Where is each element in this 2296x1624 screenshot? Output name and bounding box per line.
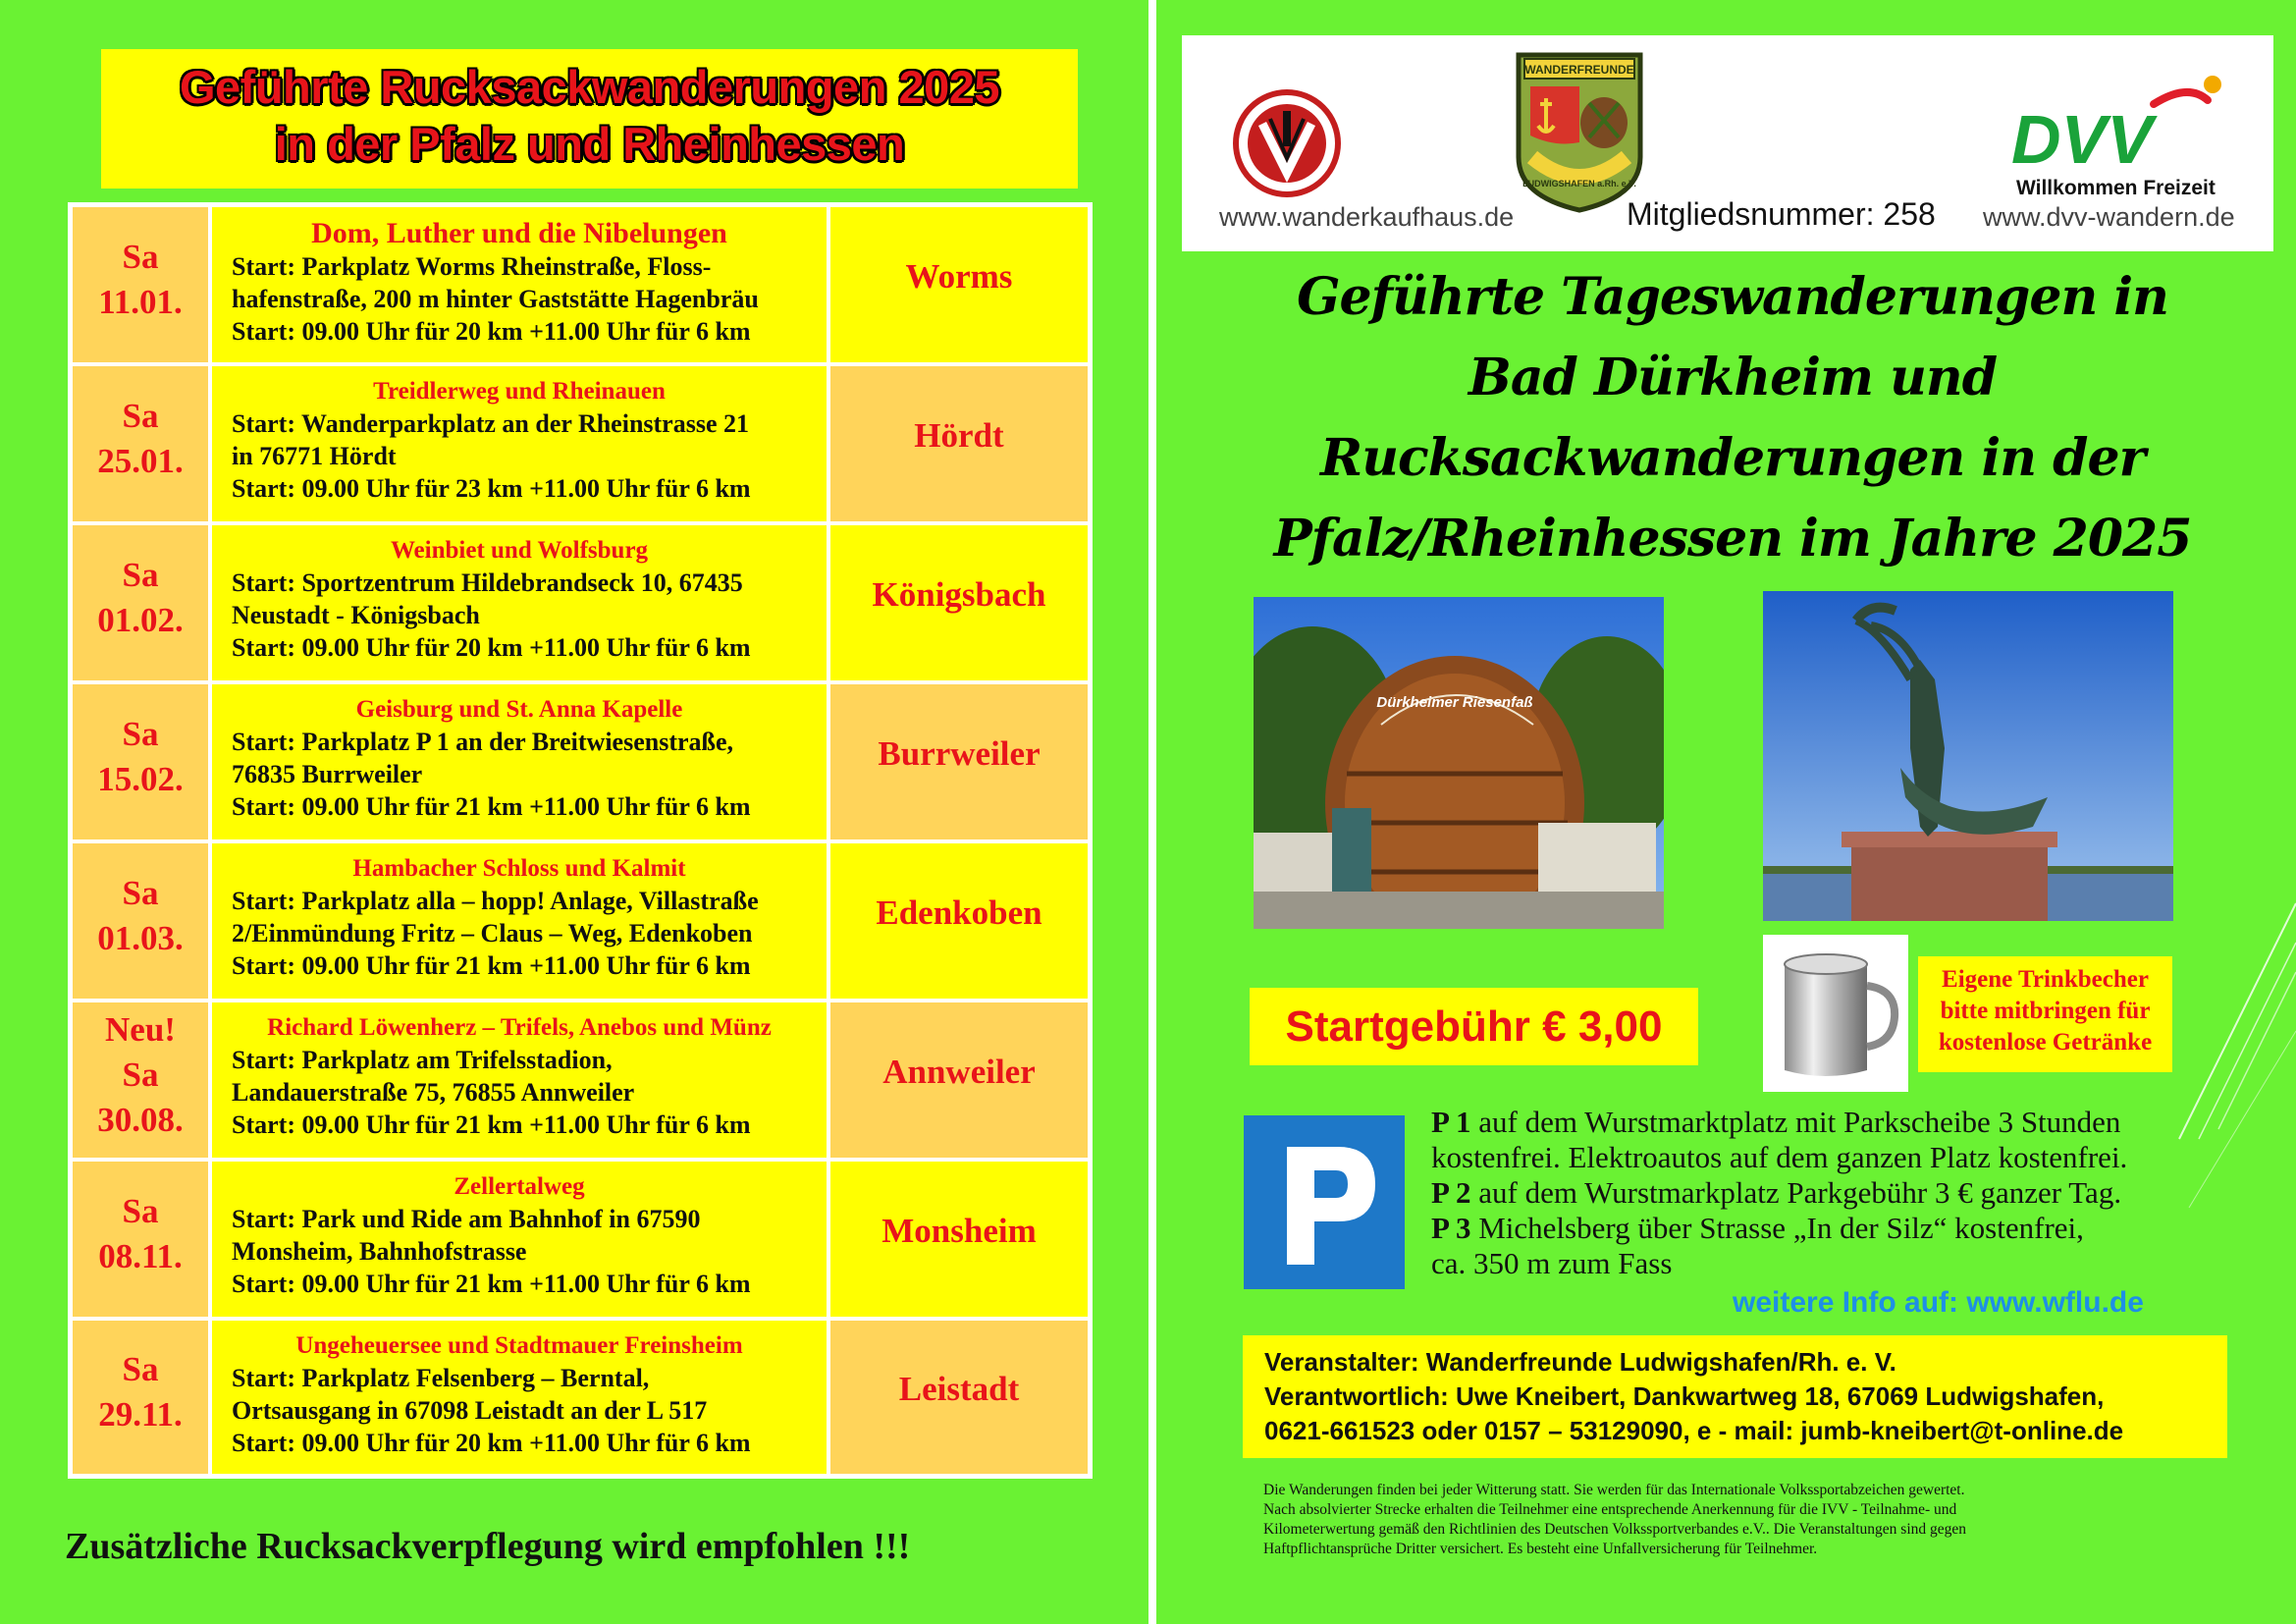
table-row bbox=[71, 1319, 1090, 1476]
dvv-text: DVV bbox=[2011, 101, 2153, 178]
hike-date: Sa 11.01. bbox=[71, 205, 210, 364]
hike-title: Treidlerweg und Rheinauen bbox=[373, 378, 666, 405]
hike-time-line: Start: 09.00 Uhr für 21 km +11.00 Uhr für 6 km bbox=[232, 951, 751, 980]
hike-place: Burrweiler bbox=[828, 682, 1090, 841]
p2-text: auf dem Wurstmarkplatz Parkgebühr 3 € ganzer Tag. bbox=[1470, 1175, 2122, 1210]
cup-note-line: kostenlose Getränke bbox=[1938, 1029, 2153, 1056]
p3-label: P 3 bbox=[1431, 1211, 1471, 1245]
hike-date: Sa 08.11. bbox=[71, 1160, 210, 1319]
hike-start-line: Monsheim, Bahnhofstrasse bbox=[232, 1237, 527, 1266]
hike-start-line: Start: Sportzentrum Hildebrandseck 10, 67435 bbox=[232, 568, 743, 597]
wanderfreunde-badge-icon bbox=[1511, 49, 1648, 214]
hike-details bbox=[210, 1319, 828, 1476]
hike-details bbox=[210, 364, 828, 523]
table-row bbox=[71, 1160, 1090, 1319]
left-title-banner bbox=[101, 49, 1078, 189]
wanderkaufhaus-url: www.wanderkaufhaus.de bbox=[1219, 202, 1515, 232]
table-row bbox=[71, 841, 1090, 1001]
dvv-tagline: Willkommen Freizeit bbox=[2016, 177, 2216, 199]
hike-title: Geisburg und St. Anna Kapelle bbox=[355, 696, 683, 723]
table-row bbox=[71, 523, 1090, 682]
wf-badge-bottom-text: LUDWIGSHAFEN a.Rh. e.V. bbox=[1522, 179, 1636, 189]
hike-start-line: in 76771 Hördt bbox=[232, 442, 397, 470]
hike-place: Königsbach bbox=[828, 523, 1090, 682]
riesenfass-photo bbox=[1254, 597, 1664, 929]
hike-place: Edenkoben bbox=[828, 841, 1090, 1001]
hike-place: Worms bbox=[828, 205, 1090, 364]
hike-time-line: Start: 09.00 Uhr für 23 km +11.00 Uhr für 6 km bbox=[232, 474, 751, 503]
disclaimer-line: Haftpflichtansprüche Dritter versichert. Es besteht eine Unfallversicherung für Teilnehmer. bbox=[1263, 1541, 1818, 1557]
hike-date: Sa 29.11. bbox=[71, 1319, 210, 1476]
more-info-link[interactable]: weitere Info auf: www.wflu.de bbox=[1733, 1286, 2144, 1319]
table-row bbox=[71, 205, 1090, 364]
hike-date: Sa 15.02. bbox=[71, 682, 210, 841]
start-fee: Startgebühr € 3,00 bbox=[1285, 1001, 1663, 1051]
hike-title: Ungeheuersee und Stadtmauer Freinsheim bbox=[295, 1332, 743, 1359]
hike-place: Hördt bbox=[828, 364, 1090, 523]
hike-date: Sa 01.03. bbox=[71, 841, 210, 1001]
hike-details bbox=[210, 682, 828, 841]
p2-label: P 2 bbox=[1431, 1175, 1471, 1210]
hike-details bbox=[210, 841, 828, 1001]
hike-start-line: Start: Parkplatz P 1 an der Breitwiesenstraße, bbox=[232, 728, 734, 756]
table-row bbox=[71, 1001, 1090, 1160]
hike-details bbox=[210, 523, 828, 682]
hike-start-line: Landauerstraße 75, 76855 Annweiler bbox=[232, 1078, 635, 1107]
hike-place: Monsheim bbox=[828, 1160, 1090, 1319]
table-row bbox=[71, 364, 1090, 523]
hike-date: Sa 25.01. bbox=[71, 364, 210, 523]
hike-start-line: 76835 Burrweiler bbox=[232, 760, 423, 788]
disclaimer-line: Nach absolvierter Strecke erhalten die Teilnehmer eine entsprechende Anerkennung für die IVV - Teilnahme- und bbox=[1263, 1501, 1957, 1518]
hike-start-line: Start: Parkplatz am Trifelsstadion, bbox=[232, 1046, 613, 1074]
dvv-logo-icon bbox=[2006, 65, 2232, 202]
statue-photo bbox=[1763, 591, 2173, 921]
hike-title: Dom, Luther und die Nibelungen bbox=[311, 217, 727, 249]
hike-time-line: Start: 09.00 Uhr für 21 km +11.00 Uhr für 6 km bbox=[232, 1110, 751, 1139]
ivv-logo-icon bbox=[1233, 89, 1341, 197]
cup-note-line: Eigene Trinkbecher bbox=[1942, 966, 2149, 993]
organizer-line: 0621-661523 oder 0157 – 53129090, e - mail: jumb-kneibert@t-online.de bbox=[1264, 1416, 2124, 1445]
logo-bar bbox=[1182, 35, 2273, 251]
hike-place: Annweiler bbox=[828, 1001, 1090, 1160]
hike-details bbox=[210, 205, 828, 364]
heading-line-4: Pfalz/Rheinhessen im Jahre 2025 bbox=[1273, 509, 2192, 568]
cup-note-box bbox=[1918, 956, 2172, 1072]
hike-time-line: Start: 09.00 Uhr für 21 km +11.00 Uhr für 6 km bbox=[232, 792, 751, 821]
hike-schedule-table bbox=[68, 202, 1093, 1479]
hike-details bbox=[210, 1160, 828, 1319]
cup-note-line: bitte mitbringen für bbox=[1940, 998, 2151, 1024]
organizer-line: Verantwortlich: Uwe Kneibert, Dankwartweg 18, 67069 Ludwigshafen, bbox=[1264, 1381, 2105, 1411]
hike-start-line: Start: Parkplatz alla – hopp! Anlage, Villastraße bbox=[232, 887, 759, 915]
barrel-sign-text: Dürkheimer Riesenfaß bbox=[1376, 694, 1533, 711]
parking-sign-icon bbox=[1244, 1115, 1405, 1289]
hike-title: Richard Löwenherz – Trifels, Anebos und Münz bbox=[267, 1014, 772, 1041]
hike-time-line: Start: 09.00 Uhr für 21 km +11.00 Uhr für 6 km bbox=[232, 1270, 751, 1298]
p3-text-2: ca. 350 m zum Fass bbox=[1431, 1246, 1673, 1280]
cup-icon bbox=[1763, 935, 1908, 1092]
hike-title: Weinbiet und Wolfsburg bbox=[390, 537, 649, 564]
hike-start-line: Neustadt - Königsbach bbox=[232, 601, 480, 629]
left-title-line-1: Geführte Rucksackwanderungen 2025 bbox=[179, 61, 1000, 113]
hike-start-line: 2/Einmündung Fritz – Claus – Weg, Edenkoben bbox=[232, 919, 753, 947]
p1-text: auf dem Wurstmarktplatz mit Parkscheibe 3 Stunden bbox=[1470, 1105, 2121, 1139]
hike-start-line: Start: Parkplatz Felsenberg – Berntal, bbox=[232, 1364, 650, 1392]
hike-time-line: Start: 09.00 Uhr für 20 km +11.00 Uhr für 6 km bbox=[232, 317, 751, 346]
heading-line-2: Bad Dürkheim und bbox=[1468, 348, 1998, 407]
hike-title: Hambacher Schloss und Kalmit bbox=[352, 855, 686, 882]
parking-info bbox=[1431, 1105, 2216, 1281]
hike-title: Zellertalweg bbox=[454, 1173, 585, 1200]
hike-start-line: Ortsausgang in 67098 Leistadt an der L 517 bbox=[232, 1396, 708, 1425]
start-fee-box bbox=[1250, 988, 1698, 1065]
member-number: Mitgliedsnummer: 258 bbox=[1627, 196, 1936, 232]
hike-time-line: Start: 09.00 Uhr für 20 km +11.00 Uhr für 6 km bbox=[232, 633, 751, 662]
disclaimer-line: Die Wanderungen finden bei jeder Witterung statt. Sie werden für das Internationale Volkssportabzeichen gewertet. bbox=[1263, 1482, 1965, 1498]
hike-place: Leistadt bbox=[828, 1319, 1090, 1476]
hike-date: Sa 01.02. bbox=[71, 523, 210, 682]
organizer-box bbox=[1243, 1335, 2227, 1458]
heading-line-1: Geführte Tageswanderungen in bbox=[1297, 267, 2168, 327]
hike-time-line: Start: 09.00 Uhr für 20 km +11.00 Uhr für 6 km bbox=[232, 1429, 751, 1457]
hike-start-line: hafenstraße, 200 m hinter Gaststätte Hagenbräu bbox=[232, 285, 759, 313]
disclaimer-line: Kilometerwertung gemäß den Richtlinien des Deutschen Volkssportverbandes e.V.. Die Veranstaltungen sind gegen bbox=[1263, 1521, 1967, 1538]
p1-label: P 1 bbox=[1431, 1105, 1471, 1139]
table-row bbox=[71, 682, 1090, 841]
left-title-line-2: in der Pfalz und Rheinhessen bbox=[274, 118, 905, 170]
disclaimer bbox=[1263, 1481, 2176, 1559]
hike-start-line: Start: Parkplatz Worms Rheinstraße, Floss- bbox=[232, 252, 712, 281]
organizer-line: Veranstalter: Wanderfreunde Ludwigshafen/Rh. e. V. bbox=[1264, 1347, 1896, 1377]
heading-line-3: Rucksackwanderungen in der bbox=[1320, 428, 2145, 488]
hike-date: Neu! Sa 30.08. bbox=[71, 1001, 210, 1160]
main-heading bbox=[1237, 257, 2228, 579]
left-footer-note: Zusätzliche Rucksackverpflegung wird empfohlen !!! bbox=[65, 1526, 911, 1567]
hike-details bbox=[210, 1001, 828, 1160]
p3-text: Michelsberg über Strasse „In der Silz“ kostenfrei, bbox=[1470, 1211, 2084, 1245]
hike-start-line: Start: Park und Ride am Bahnhof in 67590 bbox=[232, 1205, 701, 1233]
p1-text-2: kostenfrei. Elektroautos auf dem ganzen Platz kostenfrei. bbox=[1431, 1140, 2128, 1174]
dvv-url: www.dvv-wandern.de bbox=[1983, 202, 2235, 232]
hike-start-line: Start: Wanderparkplatz an der Rheinstrasse 21 bbox=[232, 409, 749, 438]
wf-badge-top-text: WANDERFREUNDE bbox=[1524, 63, 1634, 77]
